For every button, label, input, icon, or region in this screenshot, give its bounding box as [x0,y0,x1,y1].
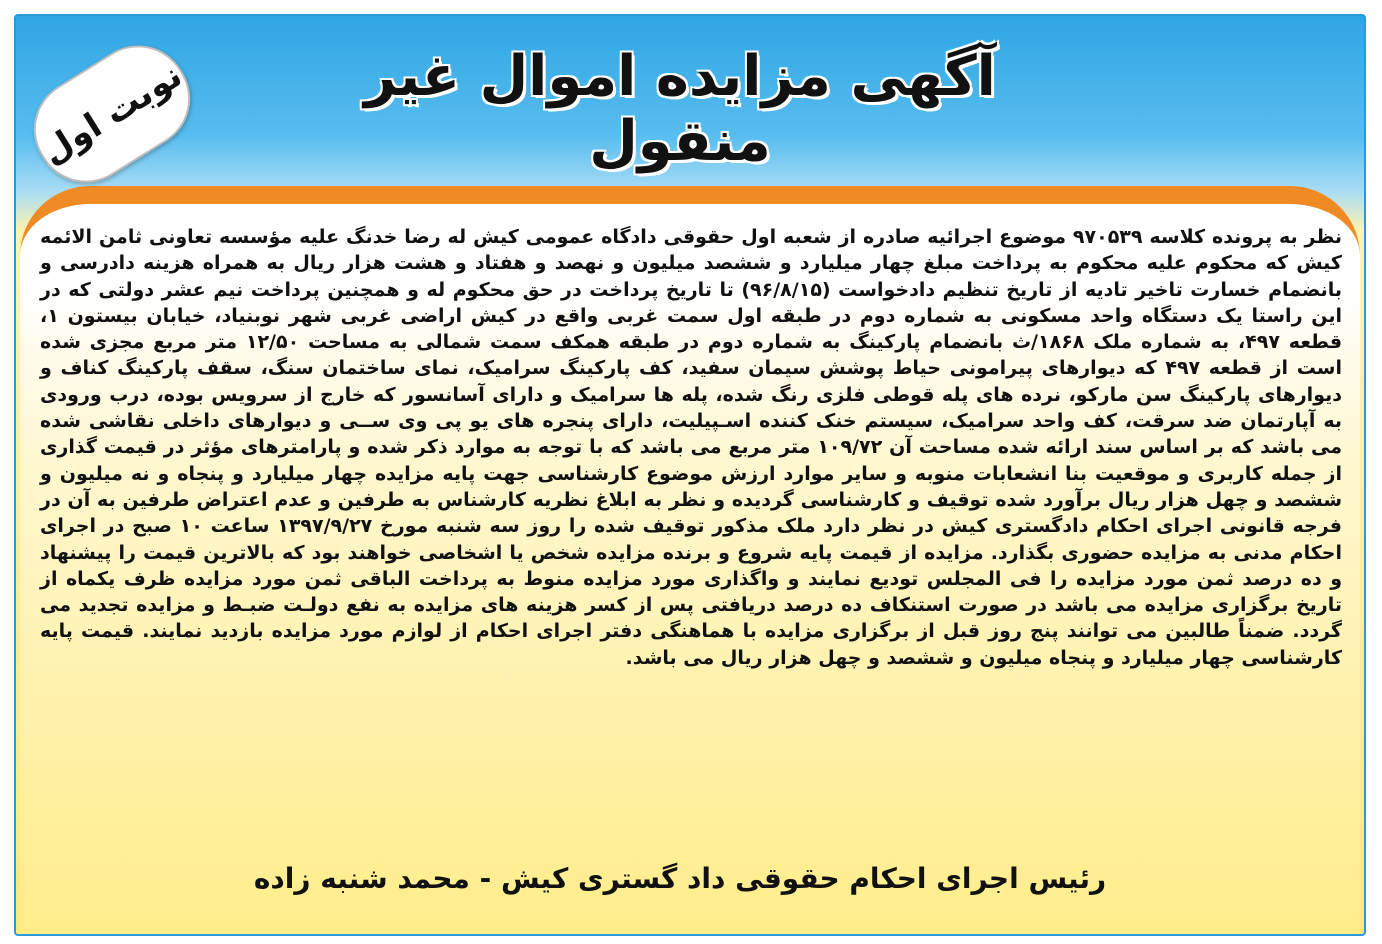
signature-line: رئیس اجرای احکام حقوقی داد گستری کیش - محمد شنبه زاده [253,862,1107,895]
notice-body-text: نظر به پرونده کلاسه ۹۷۰۵۳۹ موضوع اجرائیه صادره از شعبه اول حقوقی دادگاه عمومی کیش له رضا خدنگ علیه مؤسسه تعاونی ثامن الائمه کیش که محکوم علیه محکوم به پرداخت مبلغ چهار میلیارد و ششصد میلیون و نهصد و هفتاد و هشت هزار ریال به همراه هزینه دادرسی و بانضمام خسارت تاخیر تادیه از تاریخ تنظیم دادخواست (۹۶/۸/۱۵) تا تاریخ پرداخت در حق محکوم له و همچنین پرداخت نیم عشر دولتی که در این راستا یک دستگاه واحد مسکونی به شماره دوم در طبقه اول سمت غربی واقع در کیش اراضی غربی شهر نوبنیاد، خیابان بیستون ۱، قطعه ۴۹۷، به شماره ملک ۱۸۶۸/ث بانضمام پارکینگ به شماره دوم در طبقه همکف سمت شمالی به مساحت ۱۲/۵۰ متر مربع مجزی شده است از قطعه ۴۹۷ که دیوارهای پیرامونی حیاط پوشش سیمان سفید، کف پارکینگ سرامیک، نمای ساختمان سنگ، سقف پارکینگ کناف و دیوارهای پارکینگ سن مارکو، نرده های پله قوطی فلزی رنگ شده، پله ها سرامیک و دارای آسانسور که خارج از سرویس بوده، درب ورودی به آپارتمان ضد سرقت، کف واحد سرامیک، سیستم خنک کننده اسـپیلیت، دارای پنجره های یو پی وی ســی و دیوارهای داخلی نقاشی شده می باشد که بر اساس سند ارائه شده مساحت آن ۱۰۹/۷۲ متر مربع می باشد که با توجه به موارد ذکر شده و پارامترهای مؤثر در قیمت گذاری از جمله کاربری و موقعیت بنا انشعابات منوبه و سایر موارد ارزش موضوع کارشناسی جهت پایه مزایده چهار میلیارد و پنجاه و نه میلیون و ششصد و چهل هزار ریال برآورد شده توقیف و کارشناسی گردیده و نظر به ابلاغ نظریه کارشناس به طرفین و عدم اعتراض طرفین به آن در فرجه قانونی اجرای احکام دادگستری کیش در نظر دارد ملک مذکور توقیف شده را روز سه شنبه مورخ ۱۳۹۷/۹/۲۷ ساعت ۱۰ صبح در اجرای احکام مدنی به مزایده حضوری بگذارد. مزایده از قیمت پایه شروع و برنده مزایده شخص یا اشخاصی خواهند بود که بالاترین قیمت را پیشنهاد و ده درصد ثمن مورد مزایده را فی المجلس تودیع نمایند و واگذاری مورد مزایده منوط به پرداخت الباقی ثمن مورد مزایده ظرف یکماه از تاریخ برگزاری مزایده می باشد در صورت استنکاف ده درصد دریافتی پس از کسر هزینه های مزایده به نفع دولـت ضبـط و مزایده تجدید می گردد. ضمناً طالبین می توانند پنج روز قبل از برگزاری مزایده با هماهنگی دفتر اجرای احکام از لوازم مورد مزایده بازدید نمایند. قیمت پایه کارشناسی چهار میلیارد و پنجاه میلیون و ششصد و چهل هزار ریال می باشد. [40,226,1343,669]
notice-title: آگهی مزایده اموال غیر منقول [364,44,996,174]
top-cropped-text-strip [0,0,1382,12]
badge-label: نوبت اول [34,55,190,173]
